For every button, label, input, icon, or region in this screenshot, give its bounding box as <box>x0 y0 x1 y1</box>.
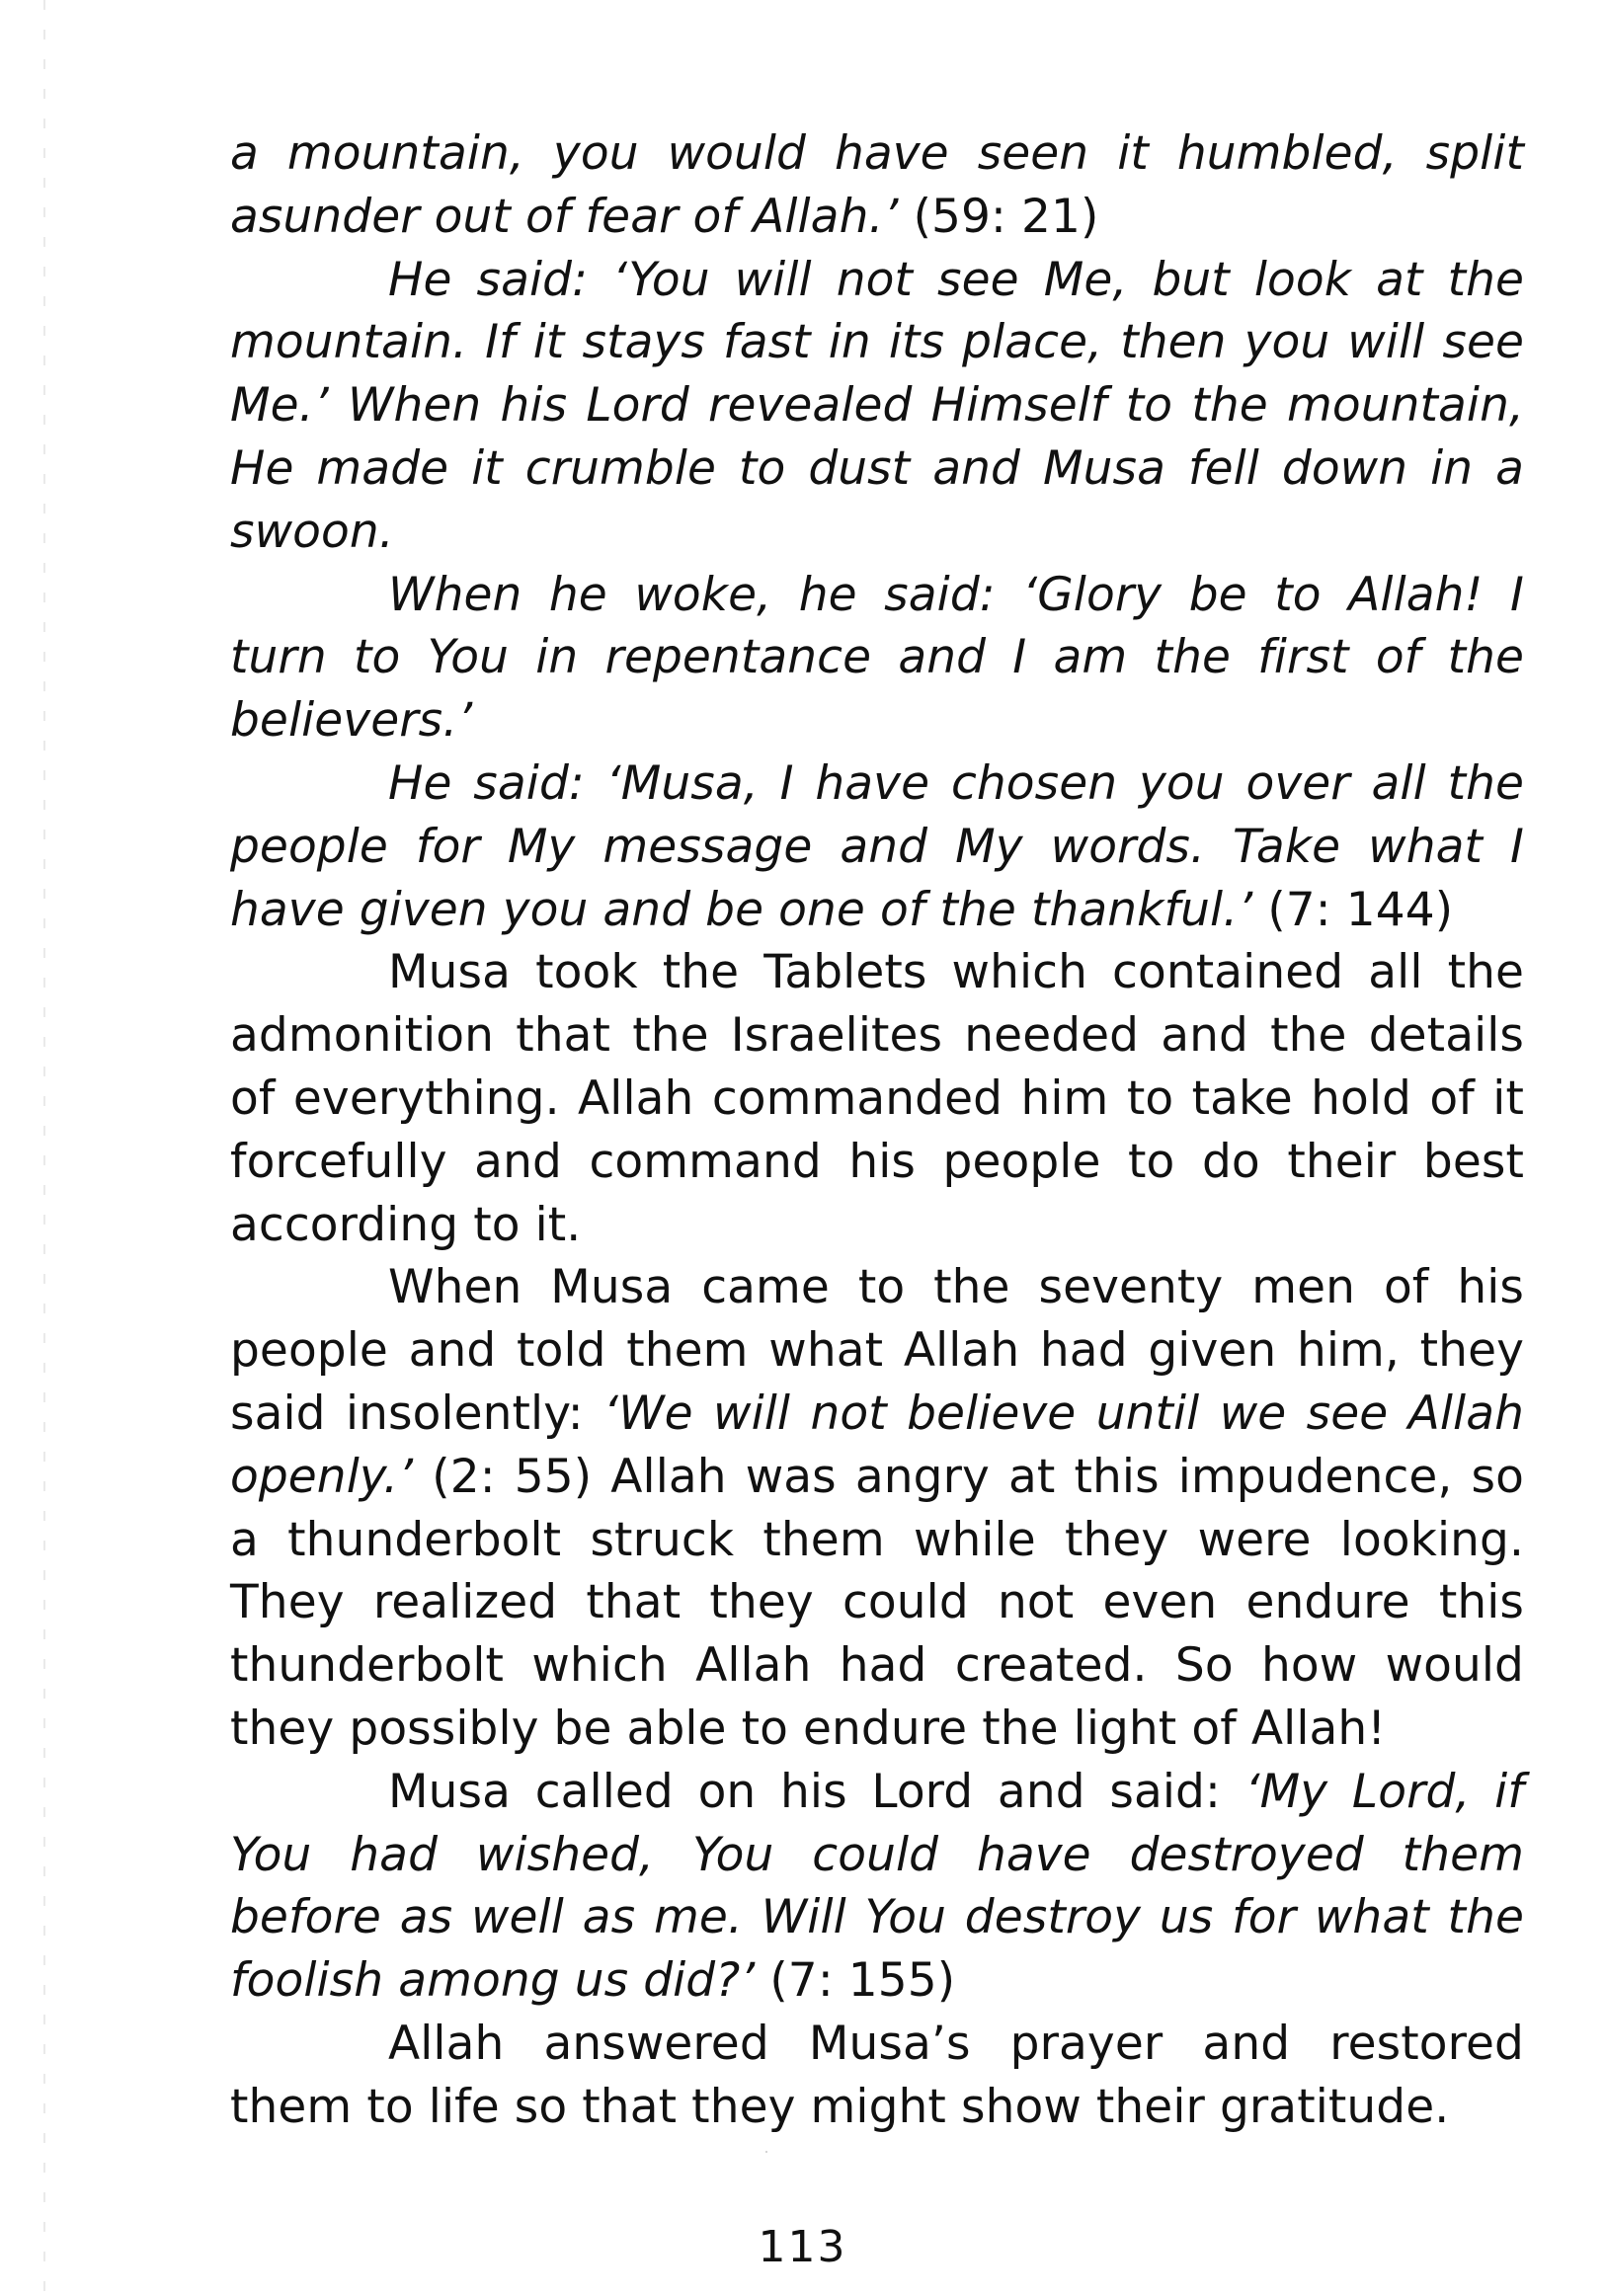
text-segment: (7: 155) <box>769 1953 956 2009</box>
page-number: 113 <box>758 2222 847 2272</box>
paragraph <box>230 1256 1524 1760</box>
text-segment: He said: ‘You will not see Me, but look at the mountain. If it stays fast in its place, then you will see Me.’ When his Lord revealed Himself to the mountain, He made it crumble to dust and Musa fell down in a swoon. <box>230 252 1524 559</box>
paragraph <box>230 941 1524 1256</box>
text-segment: Allah answered Musa’s prayer and restored them to life so that they might show their gratitude. <box>230 2016 1524 2134</box>
text-segment: ‘My Lord, if You had wished, You could have destroyed them before as well as me. Will You destroy us for what the foolish among us did?’ <box>230 1764 1524 2009</box>
text-segment: (7: 144) <box>1267 882 1454 937</box>
paragraph <box>230 122 1524 249</box>
text-segment: ‘We will not believe until we see Allah openly.’ <box>230 1386 1525 1504</box>
text-segment: a mountain, you would have seen it humbled, split asunder out of fear of Allah.’ <box>230 126 1524 244</box>
text-segment: Musa called on his Lord and said: <box>388 1764 1245 1819</box>
scan-dust-mark <box>765 2151 767 2153</box>
text-segment: (2: 55) Allah was angry at this impudence, so a thunderbolt struck them while they were looking. They realized that they could not even endure this thunderbolt which Allah had created. So how would they possibly be able to endure the light of Allah! <box>230 1449 1524 1756</box>
text-segment: When Musa came to the seventy men of his people and told them what Allah had given him, they said insolently: <box>230 1260 1524 1441</box>
paragraph <box>230 752 1524 941</box>
paragraph <box>230 1761 1524 2013</box>
text-segment: When he woke, he said: ‘Glory be to Allah! I turn to You in repentance and I am the first of the believers.’ <box>230 567 1524 749</box>
scan-edge-marks <box>43 0 45 2296</box>
body-text <box>230 122 1524 2139</box>
paragraph <box>230 249 1524 564</box>
paragraph <box>230 2013 1524 2139</box>
text-segment: Musa took the Tablets which contained all the admonition that the Israelites needed and the details of everything. Allah commanded him to take hold of it forcefully and command his people to do their best according to it. <box>230 945 1524 1252</box>
text-segment: He said: ‘Musa, I have chosen you over all the people for My message and My words. Take what I have given you and be one of the thankful.’ <box>230 755 1524 937</box>
paragraph <box>230 564 1524 752</box>
text-segment: (59: 21) <box>913 189 1099 244</box>
